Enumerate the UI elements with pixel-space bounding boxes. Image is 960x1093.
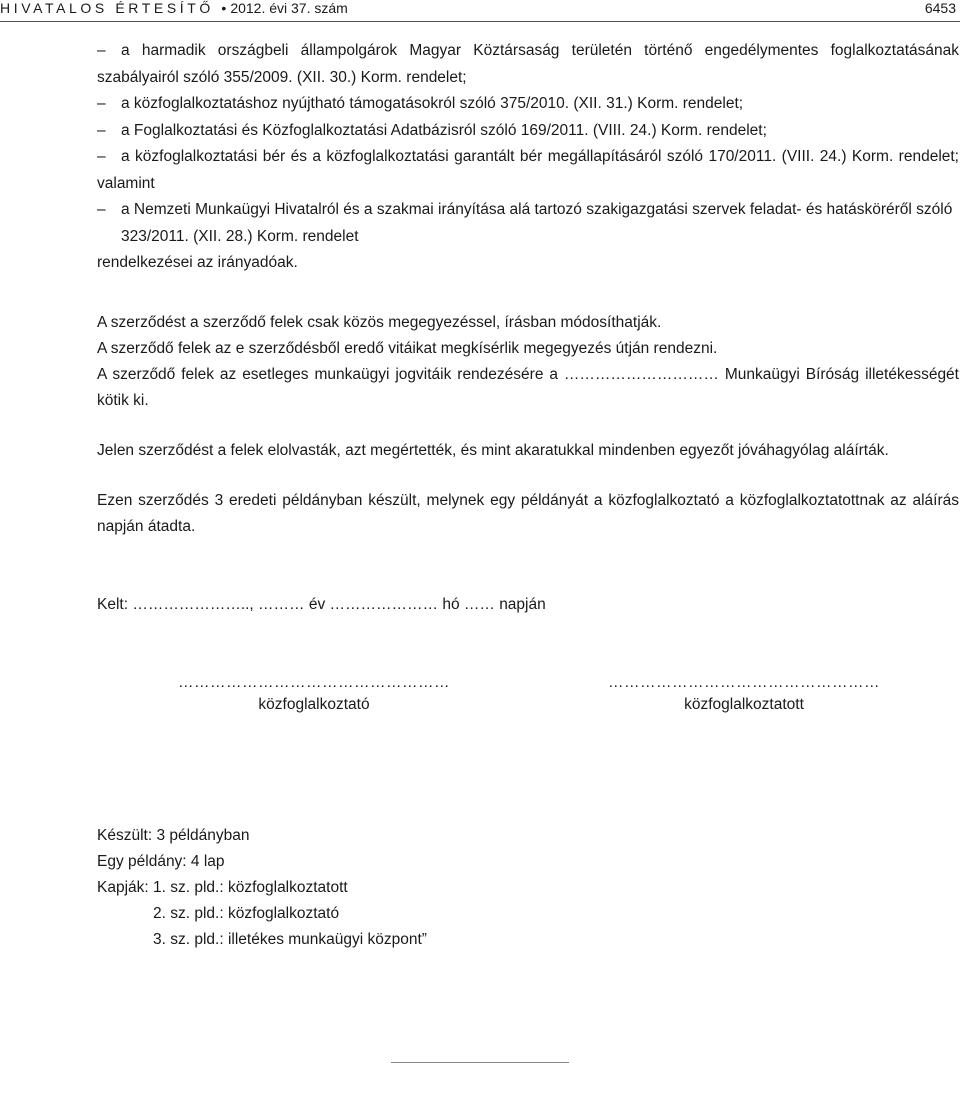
paragraph-signing <box>97 438 959 464</box>
copies-recipient-3: 3. sz. pld.: illetékes munkaügyi központ” <box>153 931 427 948</box>
page-number: 6453 <box>924 0 956 16</box>
list-closing <box>97 250 959 277</box>
list-item <box>97 91 959 118</box>
signature-line: …………………………………………… <box>608 674 880 691</box>
paragraph-amendment: A szerződést a szerződő felek csak közös megegyezéssel, írásban módosíthatják. <box>97 314 662 331</box>
copies-block <box>97 823 959 953</box>
separator-bullet: • <box>221 0 227 16</box>
paragraph-read: Jelen szerződést a felek elolvasták, azt megértették, és mint akaratukkal mindenben egyezőt jóváhagyólag aláírták. <box>97 442 889 459</box>
list-item <box>97 38 959 91</box>
amendment-paragraphs <box>97 310 959 414</box>
footer-rule <box>391 1062 569 1063</box>
copies-pages: Egy példány: 4 lap <box>97 853 225 870</box>
header-rule <box>0 21 960 22</box>
kelt-line <box>97 592 959 618</box>
paragraph-copies <box>97 488 959 540</box>
paragraph-court: A szerződő felek az esetleges munkaügyi jogvitáik rendezésére a ………………………… Munkaügyi Bíróság illetékességét kötik ki. <box>97 366 959 409</box>
list-dash: – <box>97 148 106 165</box>
list-item-text: a közfoglalkoztatáshoz nyújtható támogatásokról szóló 375/2010. (XII. 31.) Korm. rendelet; <box>121 95 744 112</box>
kelt-text: Kelt: ………………….., ……… év ………………… hó …… napján <box>97 596 546 613</box>
journal-title: HIVATALOS ÉRTESÍTŐ <box>0 0 214 16</box>
copies-recipient-1: Kapják: 1. sz. pld.: közfoglalkoztatott <box>97 879 348 896</box>
list-item <box>97 197 959 250</box>
copies-recipient-2: 2. sz. pld.: közfoglalkoztató <box>153 905 340 922</box>
signature-employee <box>580 674 908 714</box>
list-item <box>97 118 959 145</box>
list-dash: – <box>97 95 106 112</box>
page-header <box>0 0 960 20</box>
signature-label: közfoglalkoztató <box>258 696 370 713</box>
list-dash: – <box>97 42 106 59</box>
regulation-list <box>97 38 959 277</box>
list-dash: – <box>97 201 106 218</box>
list-item-text: a közfoglalkoztatási bér és a közfoglalkoztatási garantált bér megállapításáról szóló 170/2011. (VIII. 24.) Korm. rendelet; valamint <box>97 148 959 192</box>
list-closing-text: rendelkezései az irányadóak. <box>97 254 298 271</box>
signature-label: közfoglalkoztatott <box>684 696 804 713</box>
paragraph-original-copies: Ezen szerződés 3 eredeti példányban készült, melynek egy példányát a közfoglalkoztató a közfoglalkoztatottnak az aláírás napján átadta. <box>97 492 959 535</box>
signature-employer <box>150 674 478 714</box>
copies-made: Készült: 3 példányban <box>97 827 250 844</box>
list-dash: – <box>97 121 106 139</box>
list-item <box>97 144 959 197</box>
list-item-text: a harmadik országbeli állampolgárok Magyar Köztársaság területén történő engedélymentes foglalkoztatásának szabályairól szóló 355/2009. (XII. 30.) Korm. rendelet; <box>97 42 959 86</box>
signature-line: …………………………………………… <box>178 674 450 691</box>
issue-date: 2012. évi 37. szám <box>230 0 348 16</box>
list-item-text: a Foglalkoztatási és Közfoglalkoztatási Adatbázisról szóló 169/2011. (VIII. 24.) Korm. rendelet; <box>121 121 767 139</box>
paragraph-disputes: A szerződő felek az e szerződésből eredő vitáikat megkísérlik megegyezés útján rendezni. <box>97 340 718 357</box>
journal-title-line <box>0 0 348 16</box>
list-item-text: a Nemzeti Munkaügyi Hivatalról és a szakmai irányítása alá tartozó szakigazgatási szervek feladat- és hatásköréről szóló 323/2011. (XII. 28.) Korm. rendelet <box>121 201 953 245</box>
